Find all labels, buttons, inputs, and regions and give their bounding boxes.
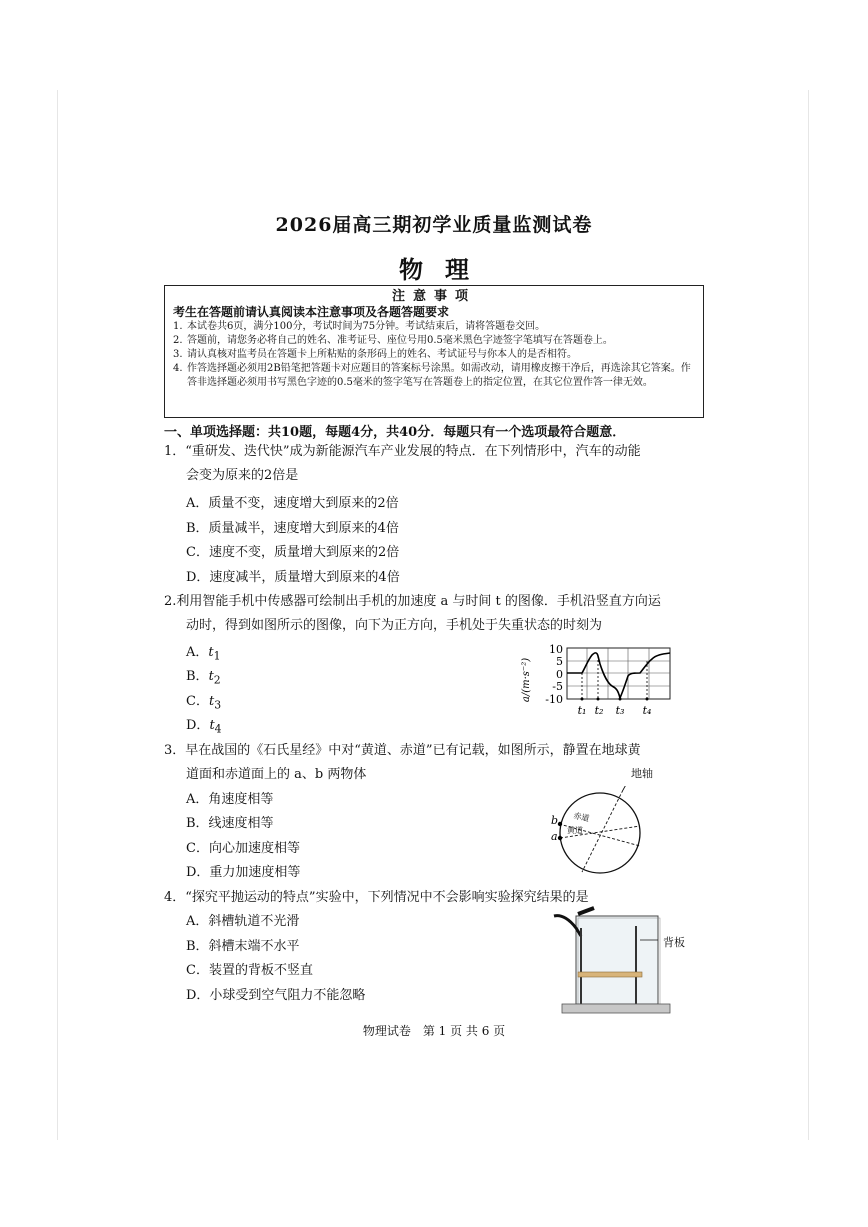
- option-c[interactable]: C．$t_3$: [186, 694, 222, 712]
- question-text: 会变为原来的2倍是: [186, 468, 299, 483]
- notice-subheading: 考生在答题前请认真阅读本注意事项及各题答题要求: [173, 305, 450, 319]
- exam-title: 2026届高三期初学业质量监测试卷: [275, 214, 593, 236]
- option-c[interactable]: C．装置的背板不竖直: [186, 963, 313, 978]
- option-a[interactable]: A．角速度相等: [186, 792, 274, 807]
- x-tick: t₄: [642, 704, 652, 717]
- question-number: 3．: [164, 743, 186, 758]
- question-text: 道面和赤道面上的 a、b 两物体: [186, 767, 367, 782]
- notice-item-num: 1.: [173, 321, 183, 332]
- question-3: [164, 739, 641, 787]
- notice-item: [173, 348, 695, 362]
- question-4: [164, 886, 589, 910]
- option-d[interactable]: D．$t_4$: [186, 718, 222, 736]
- earth-axis-tip: [623, 786, 633, 790]
- option-c[interactable]: C．速度不变，质量增大到原来的2倍: [186, 545, 400, 560]
- y-tick: 0: [556, 668, 563, 681]
- question-2: [164, 590, 661, 638]
- question-text: 动时，得到如图所示的图像，向下为正方向，手机处于失重状态的时刻为: [186, 618, 603, 633]
- page-edge-left: [57, 90, 58, 1140]
- catch-plate: [578, 972, 642, 977]
- point-a-dot: [558, 836, 562, 840]
- backboard-label: 背板: [663, 936, 685, 949]
- question-text: “重研发、迭代快”成为新能源汽车产业发展的特点．在下列情形中，汽车的动能: [185, 444, 641, 459]
- projectile-apparatus: [548, 906, 698, 1018]
- notice-item-text: 作答选择题必须用2B铅笔把答题卡对应题目的答案标号涂黑。如需改动，请用橡皮擦干净后，再选涂其它答案。作答非选择题必须用书写黑色字迹的0.5毫米的签字笔写在答题卷上的指定位置，在其它位置作答一律无效。: [187, 363, 691, 388]
- y-tick: -10: [545, 693, 563, 706]
- question-text: 利用智能手机中传感器可绘制出手机的加速度 a 与时间 t 的图像．手机沿竖直方向运: [176, 594, 661, 609]
- x-tick: t₃: [615, 704, 625, 717]
- option-d[interactable]: D．小球受到空气阻力不能忽略: [186, 988, 366, 1003]
- acceleration-curve: [567, 653, 670, 698]
- earth-orbit-diagram: [545, 786, 665, 878]
- notice-item-num: 2.: [173, 335, 183, 346]
- option-b[interactable]: B．线速度相等: [186, 816, 274, 831]
- earth-axis-label: 地轴: [631, 767, 653, 780]
- point-b-label: b: [551, 814, 559, 827]
- notice-item-num: 3.: [173, 349, 183, 360]
- equator-label: 赤道: [572, 811, 591, 824]
- base: [562, 1004, 670, 1013]
- option-b[interactable]: B．斜槽末端不水平: [186, 939, 300, 954]
- question-number: 2.: [164, 594, 177, 609]
- option-a[interactable]: A．$t_1$: [186, 645, 221, 663]
- option-b[interactable]: B．$t_2$: [186, 669, 221, 687]
- time-markers: [582, 656, 647, 699]
- page-edge-right: [808, 90, 809, 1140]
- question-number: 1．: [164, 444, 186, 459]
- x-tick: t₁: [577, 704, 587, 717]
- question-text: “探究平抛运动的特点”实验中，下列情况中不会影响实验探究结果的是: [185, 890, 589, 905]
- notice-heading: 注意事项: [391, 289, 476, 304]
- section-title: 一、单项选择题：共10题，每题4分，共40分．每题只有一个选项最符合题意．: [164, 425, 626, 440]
- page-footer: 物理试卷 第 1 页 共 6 页: [362, 1024, 506, 1038]
- y-tick: -5: [552, 680, 563, 693]
- option-c[interactable]: C．向心加速度相等: [186, 841, 300, 856]
- x-tick: t₂: [594, 704, 604, 717]
- point-b-dot: [558, 822, 562, 826]
- notice-item-num: 4.: [173, 363, 183, 374]
- notice-item-text: 答题前，请您务必将自己的姓名、准考证号、座位号用0.5毫米黑色字迹签字笔填写在答题卷上。: [187, 335, 613, 346]
- point-a-label: a: [551, 830, 558, 843]
- backboard: [576, 916, 658, 1004]
- option-a[interactable]: A．斜槽轨道不光滑: [186, 914, 300, 929]
- y-axis-label: a/(m·s⁻²): [521, 657, 532, 703]
- notice-item: [173, 334, 695, 348]
- question-number: 4．: [164, 890, 186, 905]
- option-b[interactable]: B．质量减半，速度增大到原来的4倍: [186, 521, 399, 536]
- acceleration-time-graph: [520, 638, 680, 720]
- question-text: 早在战国的《石氏星经》中对“黄道、赤道”已有记载，如图所示，静置在地球黄: [185, 743, 641, 758]
- notice-box: [164, 285, 704, 418]
- option-a[interactable]: A．质量不变，速度增大到原来的2倍: [186, 496, 399, 511]
- question-1: [164, 440, 641, 488]
- option-d[interactable]: D．重力加速度相等: [186, 865, 301, 880]
- y-tick: 5: [556, 655, 563, 668]
- subject-title: 物理: [399, 255, 491, 284]
- option-d[interactable]: D．速度减半，质量增大到原来的4倍: [186, 570, 400, 585]
- notice-item: [173, 320, 695, 334]
- notice-item: [173, 362, 695, 390]
- earth-axis: [582, 790, 623, 872]
- ecliptic-label: 黄道: [567, 826, 583, 835]
- chute-top: [578, 908, 594, 914]
- notice-item-text: 请认真核对监考员在答题卡上所粘贴的条形码上的姓名、考试证号与你本人的是否相符。: [187, 349, 577, 360]
- notice-item-text: 本试卷共6页，满分100分，考试时间为75分钟。考试结束后，请将答题卷交回。: [187, 321, 546, 332]
- y-tick: 10: [549, 643, 563, 656]
